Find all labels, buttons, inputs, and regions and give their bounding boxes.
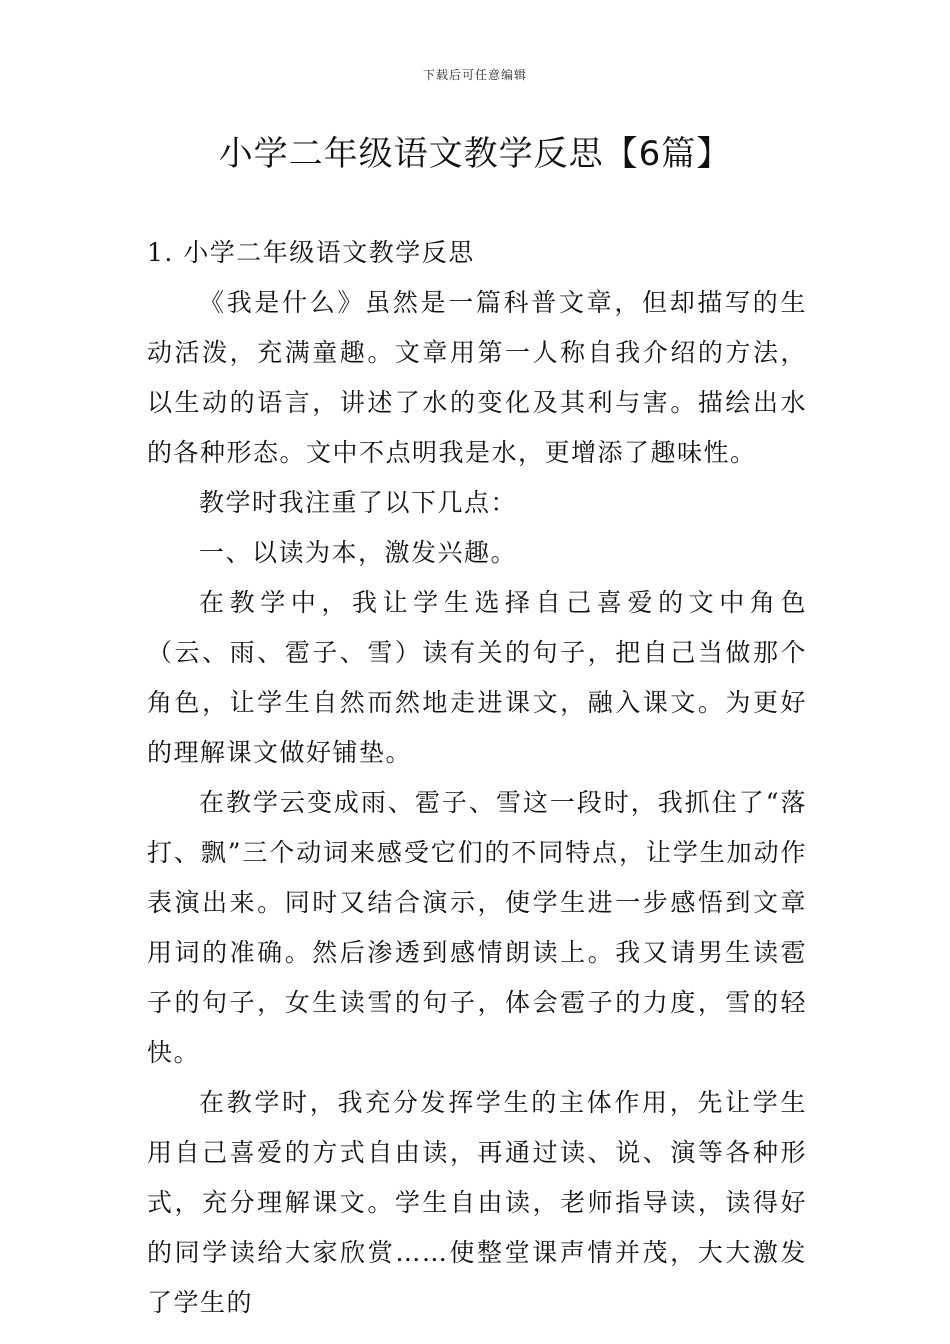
paragraph-student-role: 在教学时，我充分发挥学生的主体作用，先让学生用自己喜爱的方式自由读，再通过读、说、演等各种形式，充分理解课文。学生自由读，老师指导读，读得好的同学读给大家欣赏……使整堂课声情并茂，大大激发了学生的 (147, 1088, 807, 1317)
paragraph-point-one: 一、以读为本，激发兴趣。 (199, 538, 518, 567)
paragraph-focus-points: 教学时我注重了以下几点： (199, 488, 518, 517)
header-note: 下载后可任意编辑 (422, 68, 527, 82)
document-title: 小学二年级语文教学反思【6篇】 (218, 134, 732, 174)
document-body (147, 228, 807, 1328)
paragraph-intro: 《我是什么》虽然是一篇科普文章，但却描写的生动活泼，充满童趣。文章用第一人称自我介绍的方法，以生动的语言，讲述了水的变化及其利与害。描绘出水的各种形态。文中不点明我是水，更增添了趣味性。 (147, 288, 807, 467)
paragraph-roles: 在教学中，我让学生选择自己喜爱的文中角色（云、雨、雹子、雪）读有关的句子，把自己当做那个角色，让学生自然而然地走进课文，融入课文。为更好的理解课文做好铺垫。 (147, 588, 807, 767)
paragraph-verbs: 在教学云变成雨、雹子、雪这一段时，我抓住了“落打、飘”三个动词来感受它们的不同特点，让学生加动作表演出来。同时又结合演示，使学生进一步感悟到文章用词的准确。然后渗透到感情朗读上。我又请男生读雹子的句子，女生读雪的句子，体会雹子的力度，雪的轻快。 (147, 788, 807, 1067)
section-heading: 1. 小学二年级语文教学反思 (147, 238, 475, 267)
